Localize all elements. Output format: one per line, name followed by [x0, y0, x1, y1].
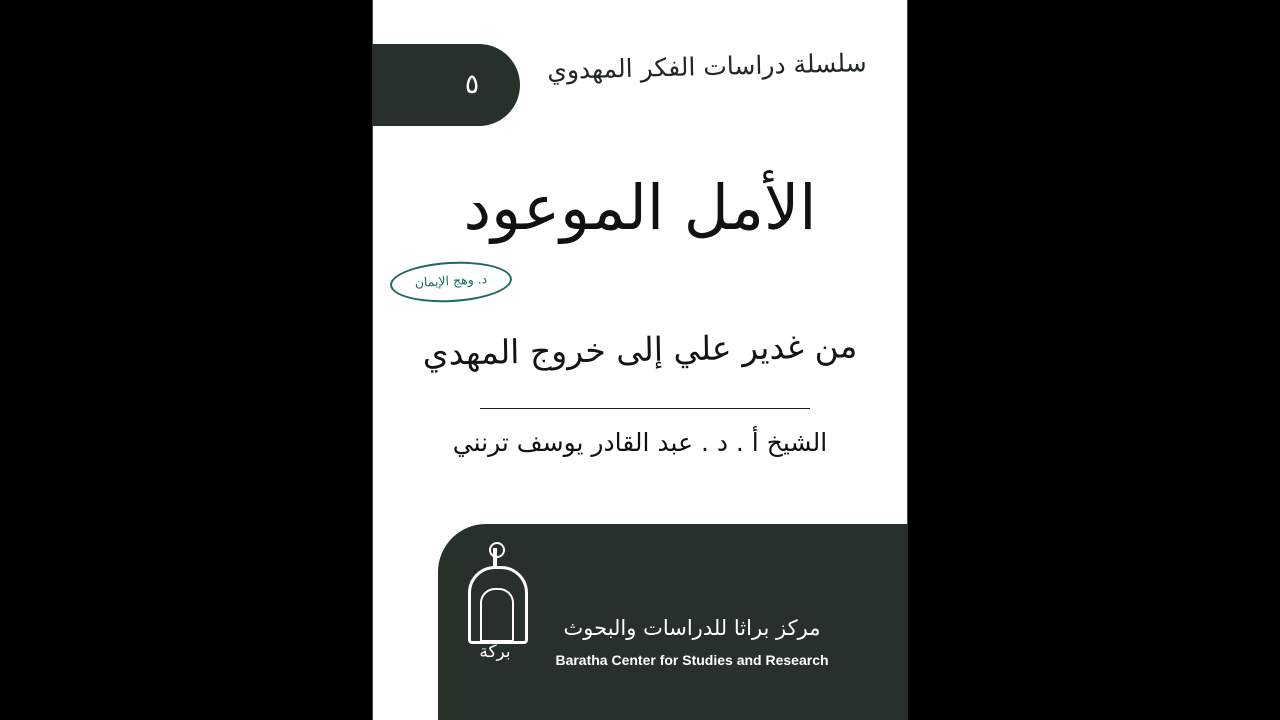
divider [480, 408, 810, 409]
letterbox-right [908, 0, 1280, 720]
publisher-name-arabic: مركز براثا للدراسات والبحوث [563, 616, 821, 640]
publisher-name-english: Baratha Center for Studies and Research [555, 652, 829, 668]
series-number: ٥ [464, 69, 480, 100]
series-title: سلسلة دراسات الفكر المهدوي [546, 48, 868, 85]
page-subtitle: من غدير علي إلى خروج المهدي [422, 326, 858, 373]
logo-wordmark: بركة [479, 642, 511, 662]
owner-stamp: د. وهج الإيمان [389, 259, 513, 305]
author-name: الشيخ أ . د . عبد القادر يوسف ترنني [452, 428, 828, 457]
book-cover-page [372, 0, 908, 720]
letterbox-left [0, 0, 372, 720]
mosque-dome-icon [452, 542, 538, 662]
dome-inner-icon [480, 588, 514, 642]
page-title: الأمل الموعود [463, 171, 817, 244]
finial-ball-icon [489, 542, 505, 558]
finial-icon [493, 548, 497, 568]
